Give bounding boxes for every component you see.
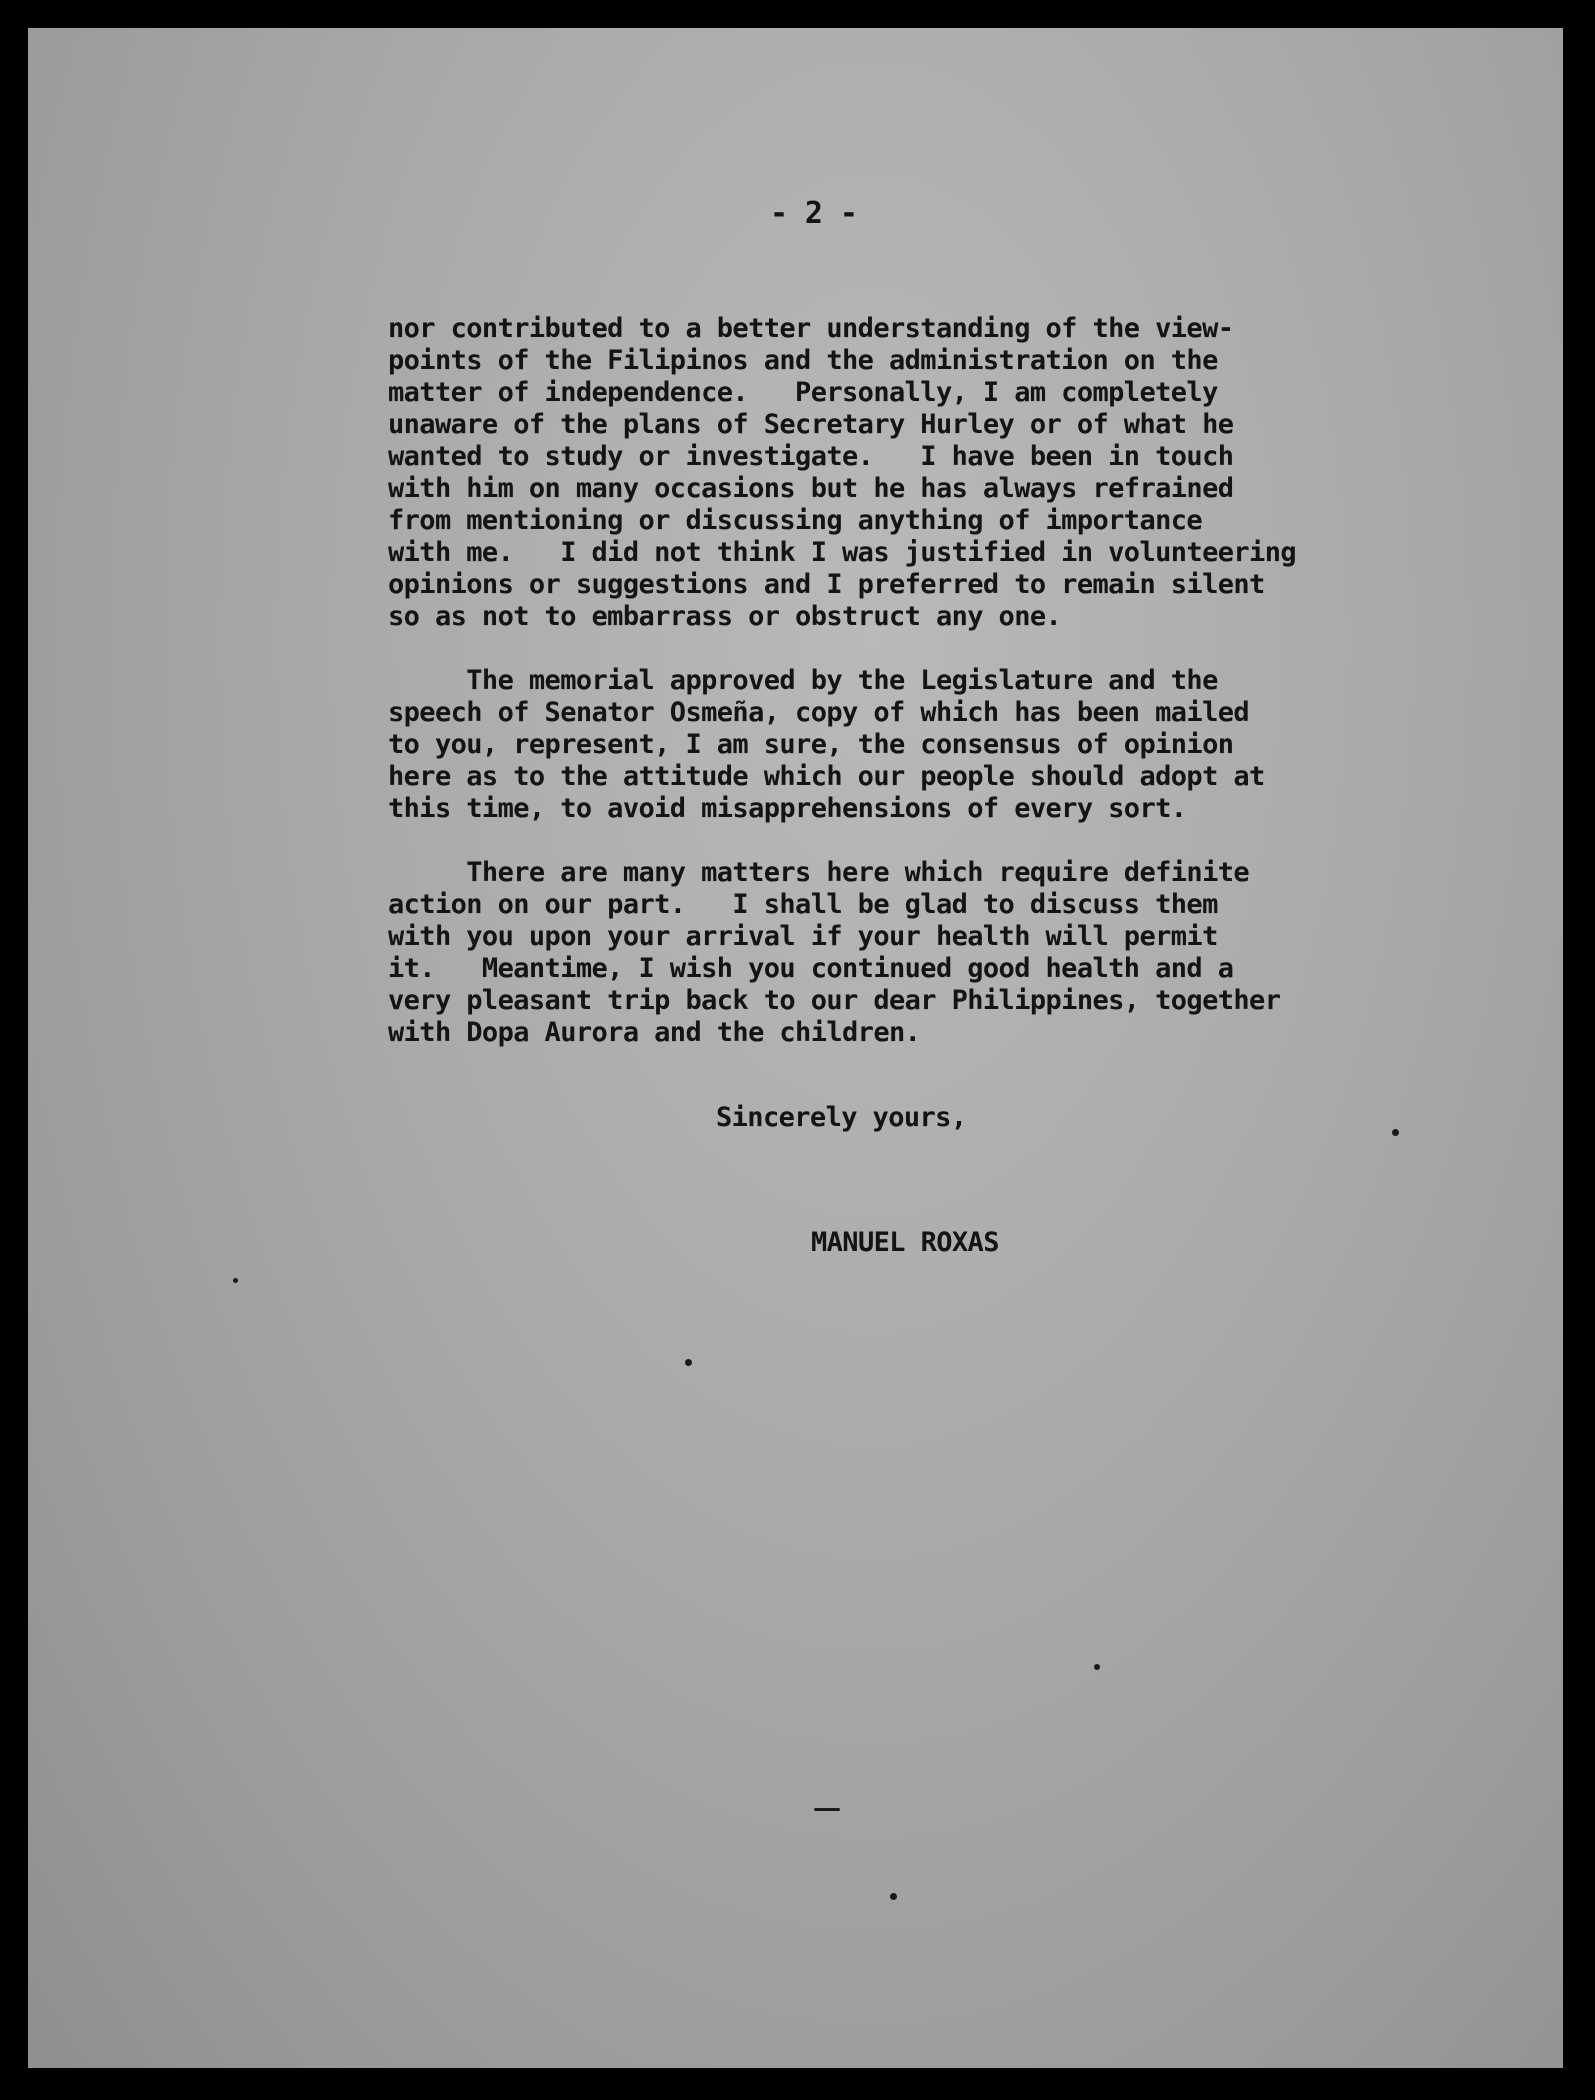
- ink-speck: [1392, 1129, 1399, 1136]
- text-line: nor contributed to a better understanding of the view-: [388, 313, 1234, 344]
- text-line: wanted to study or investigate. I have been in touch: [388, 441, 1234, 472]
- signature-name: MANUEL ROXAS: [811, 1227, 999, 1258]
- text-line: from mentioning or discussing anything of importance: [388, 505, 1203, 536]
- text-line: The memorial approved by the Legislature and the: [388, 665, 1218, 696]
- text-line: it. Meantime, I wish you continued good health and a: [388, 953, 1234, 984]
- text-line: unaware of the plans of Secretary Hurley or of what he: [388, 409, 1234, 440]
- page-number: - 2 -: [770, 196, 858, 231]
- text-line: action on our part. I shall be glad to discuss them: [388, 889, 1218, 920]
- text-line: opinions or suggestions and I preferred to remain silent: [388, 569, 1265, 600]
- text-line: with him on many occasions but he has always refrained: [388, 473, 1234, 504]
- text-line: so as not to embarrass or obstruct any one.: [388, 601, 1062, 632]
- closing: Sincerely yours,: [716, 1102, 967, 1133]
- paragraph: [388, 313, 1388, 633]
- text-line: with you upon your arrival if your health will permit: [388, 921, 1218, 952]
- letter-page: [28, 28, 1563, 2068]
- text-line: with me. I did not think I was justified in volunteering: [388, 537, 1297, 568]
- text-line: There are many matters here which require definite: [388, 857, 1250, 888]
- ink-speck: [1094, 1664, 1100, 1670]
- ink-speck: [814, 1808, 840, 1811]
- ink-speck: [890, 1893, 897, 1900]
- text-line: matter of independence. Personally, I am completely: [388, 377, 1218, 408]
- paragraph: [388, 857, 1388, 1049]
- paragraph: [388, 665, 1388, 825]
- text-line: points of the Filipinos and the administration on the: [388, 345, 1218, 376]
- ink-speck: [233, 1278, 238, 1283]
- letter-body: [388, 313, 1388, 1081]
- text-line: here as to the attitude which our people should adopt at: [388, 761, 1265, 792]
- text-line: to you, represent, I am sure, the consensus of opinion: [388, 729, 1234, 760]
- text-line: with Dopa Aurora and the children.: [388, 1017, 921, 1048]
- text-line: speech of Senator Osmeña, copy of which has been mailed: [388, 697, 1250, 728]
- ink-speck: [685, 1359, 692, 1366]
- text-line: this time, to avoid misapprehensions of every sort.: [388, 793, 1187, 824]
- text-line: very pleasant trip back to our dear Philippines, together: [388, 985, 1281, 1016]
